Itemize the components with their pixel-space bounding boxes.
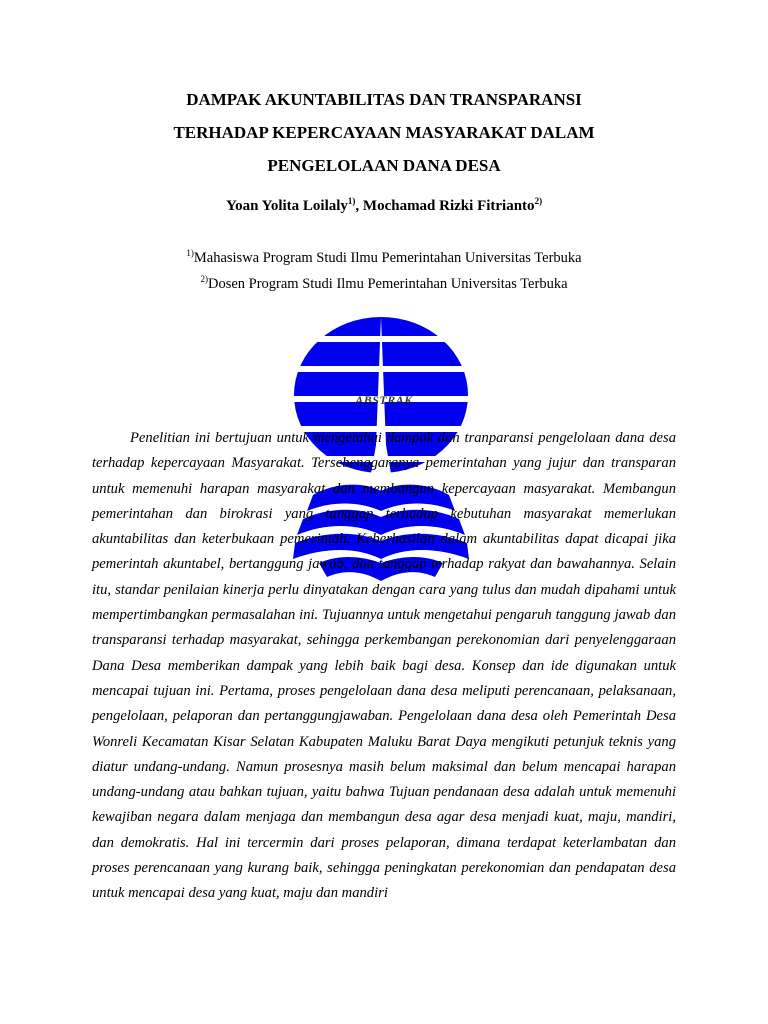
affiliation-1 xyxy=(0,250,768,267)
author-2-mark: 2) xyxy=(534,196,543,206)
author-1-mark: 1) xyxy=(347,196,356,206)
affiliation-2-mark: 2) xyxy=(200,274,208,285)
author-list xyxy=(0,198,768,215)
abstract-heading: ABSTRAK xyxy=(355,393,413,407)
author-separator: , xyxy=(355,198,363,214)
author-2-name: Mochamad Rizki Fitrianto xyxy=(362,198,535,214)
paper-title xyxy=(0,83,768,182)
affiliation-1-text: Mahasiswa Program Studi Ilmu Pemerintahan Universitas Terbuka xyxy=(193,250,582,266)
title-line-2: TERHADAP KEPERCAYAAN MASYARAKAT DALAM xyxy=(173,123,595,142)
title-line-3: PENGELOLAAN DANA DESA xyxy=(267,156,501,175)
affiliation-2-text: Dosen Program Studi Ilmu Pemerintahan Universitas Terbuka xyxy=(207,276,568,292)
affiliation-2 xyxy=(0,276,768,293)
author-1-name: Yoan Yolita Loilaly xyxy=(225,198,348,214)
abstract-body: Penelitian ini bertujuan untuk mengetahui dampak dan tranparansi pengelolaan dana desa terhadap kepercayaan Masyarakat. Tersebenggaranya pemerintahan yang jujur dan transparan untuk memenuhi harapan masyarakat dan membangun kepercayaan masyarakat. Membangun pemerintahan dan birokrasi yang tanggap terhadap kebutuhan masyarakat memerlukan akuntabilitas dan keterbukaan pemerintah. Keberhasilan dalam akuntabilitas dapat dicapai jika pemerintah akuntabel, bertanggung jawab, dan tanggap terhadap rakyat dan bawahannya. Selain itu, standar penilaian kinerja perlu dinyatakan dengan cara yang tulus dan mudah dipahami untuk mempertimbangkan permasalahan ini. Tujuannya untuk mengetahui pengaruh tanggung jawab dan transparansi terhadap masyarakat, sehingga perkembangan perekonomian dari penyelenggaraan Dana Desa memberikan dampak yang lebih baik bagi desa. Konsep dan ide digunakan untuk mencapai tujuan ini. Pertama, proses pengelolaan dana desa meliputi perencanaan, pelaksanaan, pengelolaan, pelaporan dan pertanggungjawaban. Pengelolaan dana desa oleh Pemerintah Desa Wonreli Kecamatan Kisar Selatan Kabupaten Maluku Barat Daya mengikuti petunjuk teknis yang diatur undang-undang. Namun prosesnya masih belum maksimal dan belum mencapai harapan undang-undang atau bahkan tujuan, yaitu bahwa Tujuan pendanaan desa adalah untuk memenuhi kewajiban negara dalam menjaga dan membangun desa agar desa menjadi kuat, maju, mandiri, dan demokratis. Hal ini tercermin dari proses pelaporan, dimana terdapat keterlambatan dan proses perencanaan yang kurang baik, sehingga peningkatan perekonomian dan pendapatan desa untuk mencapai desa yang kuat, maju dan mandiri xyxy=(92,430,676,902)
affiliation-1-mark: 1) xyxy=(186,248,194,259)
title-line-1: DAMPAK AKUNTABILITAS DAN TRANSPARANSI xyxy=(186,90,582,109)
